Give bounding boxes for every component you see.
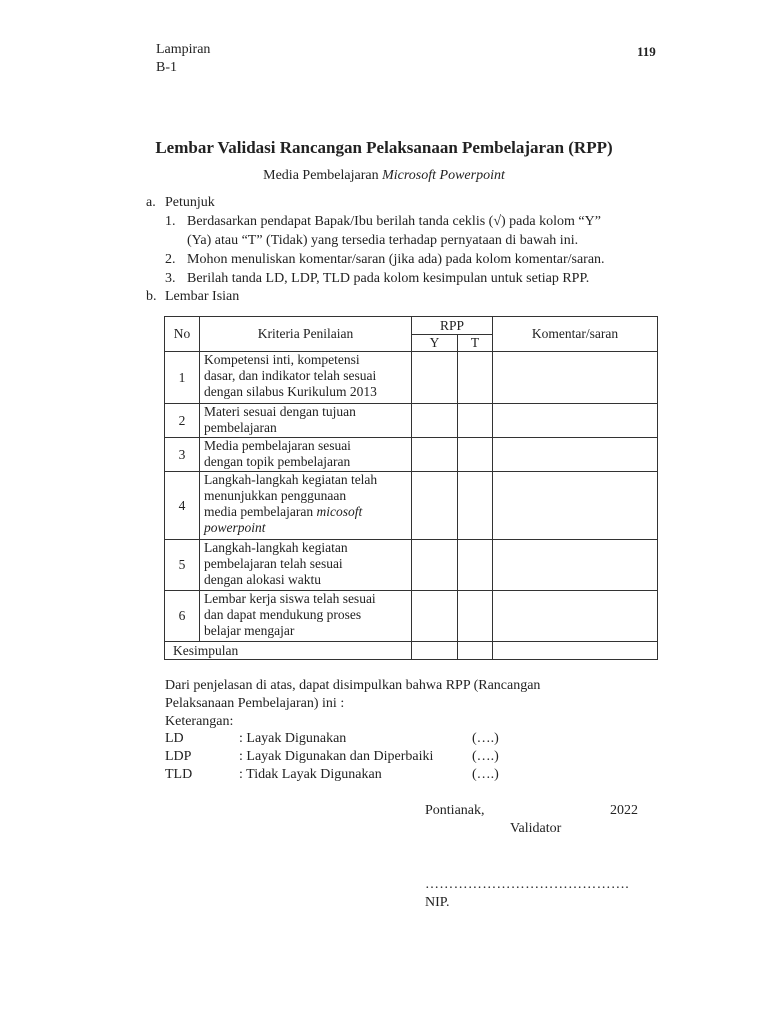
- signature-year: 2022: [610, 803, 638, 818]
- signature-role: Validator: [510, 821, 562, 836]
- row-criteria: [200, 472, 412, 540]
- signature-dots: …………………………………….: [425, 877, 629, 892]
- criteria-line: Materi sesuai dengan tujuan: [204, 404, 356, 419]
- instruction-3: [165, 271, 589, 287]
- criteria-italic: powerpoint: [204, 520, 266, 535]
- cell-y[interactable]: [412, 591, 458, 642]
- row-no: 1: [165, 352, 200, 404]
- ket-key: LDP: [165, 749, 192, 764]
- row-criteria: [200, 352, 412, 404]
- validation-table: [164, 316, 658, 660]
- header-criteria: Kriteria Penilaian: [200, 317, 412, 352]
- criteria-line: belajar mengajar: [204, 623, 295, 638]
- criteria-line: [204, 520, 411, 536]
- instruction-1-text: Berdasarkan pendapat Bapak/Ibu berilah tanda ceklis (√) pada kolom “Y”: [187, 214, 601, 229]
- cell-t[interactable]: [458, 404, 493, 438]
- subtitle-italic: Microsoft Powerpoint: [382, 168, 505, 183]
- cell-t[interactable]: [458, 642, 493, 660]
- table-row: [165, 438, 658, 472]
- conclusion-line2: Pelaksanaan Pembelajaran) ini :: [165, 696, 345, 711]
- header-comment: Komentar/saran: [493, 317, 658, 352]
- ket-desc: : Layak Digunakan: [239, 731, 347, 746]
- cell-y[interactable]: [412, 404, 458, 438]
- instruction-3-text: Berilah tanda LD, LDP, TLD pada kolom kesimpulan untuk setiap RPP.: [187, 271, 590, 286]
- row-criteria: [200, 591, 412, 642]
- table-row: [165, 472, 658, 540]
- cell-y[interactable]: [412, 642, 458, 660]
- criteria-line: Langkah-langkah kegiatan: [204, 540, 348, 555]
- criteria-line: dengan topik pembelajaran: [204, 454, 351, 469]
- criteria-line: dengan silabus Kurikulum 2013: [204, 384, 377, 399]
- table-row: [165, 352, 658, 404]
- section-b-label: b.: [146, 289, 157, 304]
- row-criteria: [200, 438, 412, 472]
- ket-mark: (….): [472, 749, 499, 764]
- ket-mark: (….): [472, 731, 499, 746]
- cell-t[interactable]: [458, 591, 493, 642]
- criteria-line: dasar, dan indikator telah sesuai: [204, 368, 377, 383]
- cell-y[interactable]: [412, 540, 458, 591]
- criteria-line: dan dapat mendukung proses: [204, 607, 362, 622]
- lampiran-label: Lampiran B-1: [156, 42, 211, 75]
- header-t: T: [458, 335, 493, 352]
- instruction-1-num: 1.: [165, 214, 176, 229]
- header-y: Y: [412, 335, 458, 352]
- section-b-title: Lembar Isian: [165, 289, 240, 304]
- instruction-1-line2: (Ya) atau “T” (Tidak) yang tersedia terhadap pernyataan di bawah ini.: [187, 233, 579, 248]
- instruction-2-num: 2.: [165, 252, 176, 267]
- instruction-2: [165, 252, 605, 268]
- cell-comment[interactable]: [493, 591, 658, 642]
- criteria-text: media pembelajaran: [204, 504, 317, 519]
- cell-comment[interactable]: [493, 642, 658, 660]
- row-no: 6: [165, 591, 200, 642]
- criteria-line: Lembar kerja siswa telah sesuai: [204, 591, 376, 606]
- row-criteria: [200, 404, 412, 438]
- table-header-row: [165, 317, 658, 335]
- header-no: No: [165, 317, 200, 352]
- ket-key: LD: [165, 731, 184, 746]
- ket-key: TLD: [165, 767, 193, 782]
- ket-desc: : Layak Digunakan dan Diperbaiki: [239, 749, 434, 764]
- row-no: 4: [165, 472, 200, 540]
- criteria-line: pembelajaran telah sesuai: [204, 556, 343, 571]
- criteria-line: dengan alokasi waktu: [204, 572, 321, 587]
- instruction-1: [165, 214, 601, 230]
- instruction-2-text: Mohon menuliskan komentar/saran (jika ada) pada kolom komentar/saran.: [187, 252, 605, 267]
- criteria-line: [204, 504, 411, 520]
- cell-t[interactable]: [458, 472, 493, 540]
- table-row: [165, 591, 658, 642]
- table-row: [165, 540, 658, 591]
- criteria-italic: micosoft: [316, 504, 363, 519]
- criteria-line: Media pembelajaran sesuai: [204, 438, 351, 453]
- signature-city: Pontianak,: [425, 803, 485, 818]
- instruction-3-num: 3.: [165, 271, 176, 286]
- keterangan-item: [165, 731, 499, 747]
- cell-y[interactable]: [412, 472, 458, 540]
- row-no: 5: [165, 540, 200, 591]
- kesimpulan-row: [165, 642, 658, 660]
- page-number: 119: [637, 44, 656, 59]
- keterangan-label: Keterangan:: [165, 714, 234, 729]
- subtitle-prefix: Media Pembelajaran: [263, 168, 383, 183]
- cell-comment[interactable]: [493, 472, 658, 540]
- document-title: Lembar Validasi Rancangan Pelaksanaan Pembelajaran (RPP): [155, 138, 613, 157]
- section-b-heading: [146, 289, 239, 305]
- row-criteria: [200, 540, 412, 591]
- cell-comment[interactable]: [493, 438, 658, 472]
- cell-comment[interactable]: [493, 352, 658, 404]
- section-a-heading: [146, 195, 215, 211]
- header-rpp: RPP: [412, 317, 493, 335]
- cell-comment[interactable]: [493, 404, 658, 438]
- document-subtitle: [0, 168, 768, 184]
- ket-desc: : Tidak Layak Digunakan: [239, 767, 382, 782]
- section-a-label: a.: [146, 195, 156, 210]
- keterangan-item: [165, 767, 499, 783]
- row-no: 3: [165, 438, 200, 472]
- criteria-line: menunjukkan penggunaan: [204, 488, 347, 503]
- criteria-line: pembelajaran: [204, 420, 277, 435]
- keterangan-item: [165, 749, 499, 765]
- cell-t[interactable]: [458, 438, 493, 472]
- ket-mark: (….): [472, 767, 499, 782]
- cell-y[interactable]: [412, 352, 458, 404]
- criteria-line: Kompetensi inti, kompetensi: [204, 352, 360, 367]
- cell-t[interactable]: [458, 540, 493, 591]
- conclusion-line1: Dari penjelasan di atas, dapat disimpulkan bahwa RPP (Rancangan: [165, 678, 541, 693]
- criteria-line: Langkah-langkah kegiatan telah: [204, 472, 378, 487]
- kesimpulan-label: Kesimpulan: [165, 642, 412, 660]
- cell-t[interactable]: [458, 352, 493, 404]
- signature-nip: NIP.: [425, 895, 450, 910]
- section-a-title: Petunjuk: [165, 195, 215, 210]
- cell-y[interactable]: [412, 438, 458, 472]
- table-row: [165, 404, 658, 438]
- cell-comment[interactable]: [493, 540, 658, 591]
- row-no: 2: [165, 404, 200, 438]
